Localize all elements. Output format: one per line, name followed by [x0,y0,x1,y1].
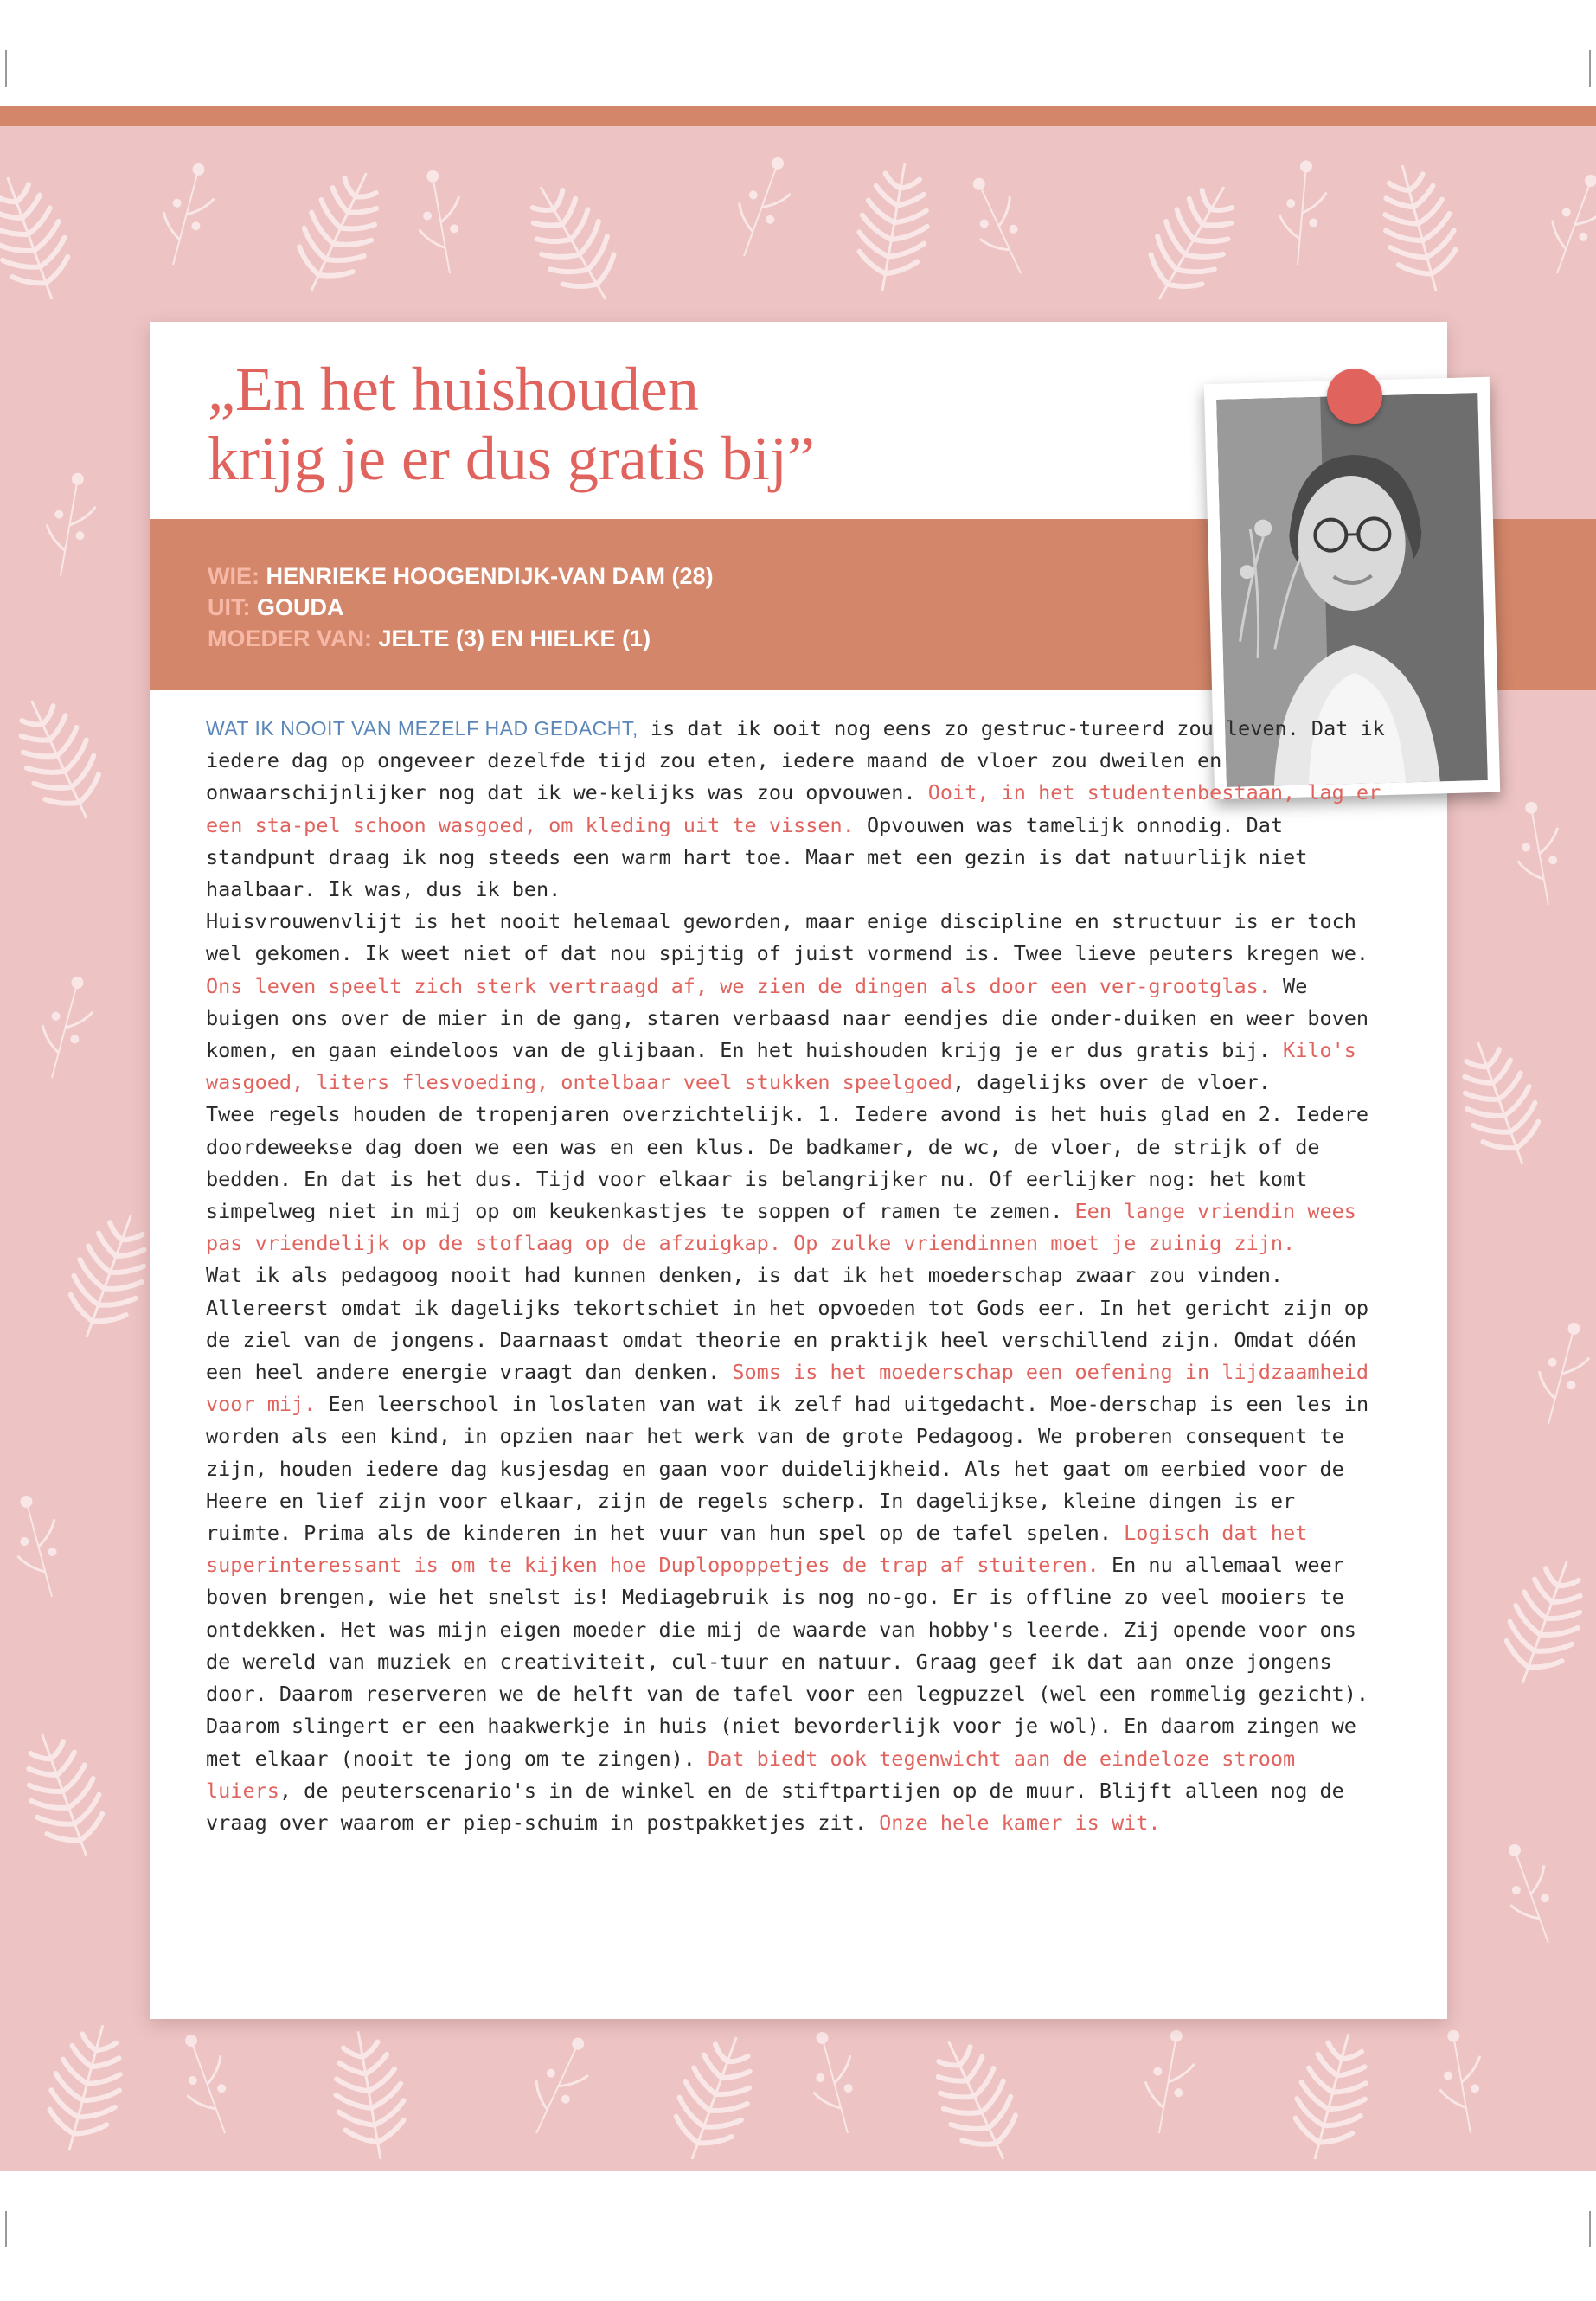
highlight-run: Dat biedt ook tegenwicht aan de eindeloze stroom luiers [206,1746,1296,1803]
text-run: is dat ik ooit nog eens zo gestruc-tureerd zou leven. Dat ik iedere dag op ongeveer dezelfde tijd zou eten, iedere maand de vloer zou dweilen en onwaarschijnlijker nog dat ik we-kelijks was zou opvouwen. [206,716,1385,805]
crop-mark [1589,2211,1591,2247]
lead-in: WAT IK NOOIT VAN MEZELF HAD GEDACHT, [206,717,638,740]
title-line: „En het huishouden [208,355,699,424]
text-run: Twee regels houden de tropenjaren overzichtelijk. 1. Iedere avond is het huis glad en 2. Iedere doordeweekse dag doen we een was en een klus. De badkamer, de wc, de vloer, de strijk of de bedden. En dat is het dus. Tijd voor elkaar is belangrijker nu. Of eerlijker nog: het komt simpelweg niet in mij op om keukenkastjes te soppen of ramen te zemen. [206,1102,1369,1224]
highlight-run: Kilo's wasgoed, liters flesvoeding, ontelbaar veel stukken speelgoed [206,1038,1356,1095]
crop-mark [5,2211,7,2247]
info-label: WIE: [208,563,260,589]
highlight-run: Logisch dat het superinteressant is om te kijken hoe Duplopoppetjes de trap af stuiteren. [206,1521,1308,1578]
info-value: JELTE (3) EN HIELKE (1) [378,625,651,651]
text-run: We buigen ons over de mier in de gang, staren verbaasd naar eendjes die onder-duiken en weer boven komen, en gaan eindeloos van de glijbaan. En het huishouden krijg je er dus gratis bij. [206,973,1369,1063]
article-body [206,713,1391,1839]
info-label: UIT: [208,594,251,620]
highlight-run: Een lange vriendin wees pas vriendelijk op de stoflaag op de afzuigkap. Op zulke vriendinnen moet je zuinig zijn. [206,1199,1356,1256]
highlight-run: Ooit, in het studentenbestaan, lag er een sta-pel schoon wasgoed, om kleding uit te vissen. [206,780,1381,837]
highlight-run: Onze hele kamer is wit. [879,1810,1161,1835]
info-row-moeder [208,623,714,654]
info-row-uit [208,592,714,623]
paragraph [206,713,1391,906]
highlight-run: Soms is het moederschap een oefening in lijdzaamheid voor mij. [206,1360,1369,1417]
info-value: HENRIEKE HOOGENDIJK-VAN DAM (28) [266,563,714,589]
text-run: , de peuterscenario's in de winkel en de stiftpartijen op de muur. Blijft alleen nog de vraag over waarom er piep-schuim in postpakketjes zit. [206,1778,1344,1835]
text-run: Huisvrouwenvlijt is het nooit helemaal geworden, maar enige discipline en structuur is er toch wel gekomen. Ik weet niet of dat nou spijtig of juist vormend is. Twee lieve peuters kregen we. [206,909,1369,966]
person-info [208,561,714,654]
text-run: , dagelijks over de vloer. [952,1070,1271,1095]
highlight-run: Ons leven speelt zich sterk vertraagd af, we zien de dingen als door een ver-grootglas. [206,973,1271,998]
info-row-wie [208,561,714,592]
title-line: krijg je er dus gratis bij” [208,424,815,493]
paragraph [206,1099,1391,1259]
info-label: MOEDER VAN: [208,625,373,651]
text-run: Wat ik als pedagoog nooit had kunnen denken, is dat ik het moederschap zwaar zou vinden. Allereerst omdat ik dagelijks tekortschiet in het opvoeden tot Gods eer. In het gericht zijn op de ziel van de jongens. Daarnaast omdat theorie en praktijk heel verschillend zijn. Omdat dóén een heel andere energie vraagt dan denken. [206,1263,1369,1385]
text-run: Opvouwen was tamelijk onnodig. Dat standpunt draag ik nog steeds een warm hart toe. Maar met een gezin is dat natuurlijk niet haalbaar. Ik was, dus ik ben. [206,812,1308,902]
text-run: En nu allemaal weer boven brengen, wie het snelst is! Mediagebruik is nog no-go. Er is offline zo veel mooiers te ontdekken. Het was mijn eigen moeder die mij de waarde van hobby's leerde. Zij opende voor ons de wereld van muziek en creativiteit, cul-tuur en natuur. Graag geef ik dat aan onze jongens door. Daarom reserveren we de helft van de tafel voor een legpuzzel (wel een rommelig gezicht). Daarom slingert er een haakwerkje in huis (niet bevorderlijk voor je wol). En daarom zingen we met elkaar (nooit te jong om te zingen). [206,1553,1369,1771]
pushpin-icon [1327,369,1382,424]
article-title [208,355,1159,493]
top-color-band [0,106,1596,126]
info-value: GOUDA [257,594,344,620]
paragraph [206,1259,1391,1839]
text-run: Een leerschool in loslaten van wat ik zelf had uitgedacht. Moe-derschap is een les in worden als een kind, in opzien naar het werk van de grote Pedagoog. We proberen consequent te zijn, houden iedere dag kusjesdag en gaan voor duidelijkheid. Als het gaat om eerbied voor de Heere en lief zijn voor elkaar, zijn de regels scherp. In dagelijkse, kleine dingen is er ruimte. Prima als de kinderen in het vuur van hun spel op de tafel spelen. [206,1392,1369,1546]
paragraph [206,906,1391,1099]
crop-mark [1589,50,1591,87]
crop-mark [5,50,7,87]
